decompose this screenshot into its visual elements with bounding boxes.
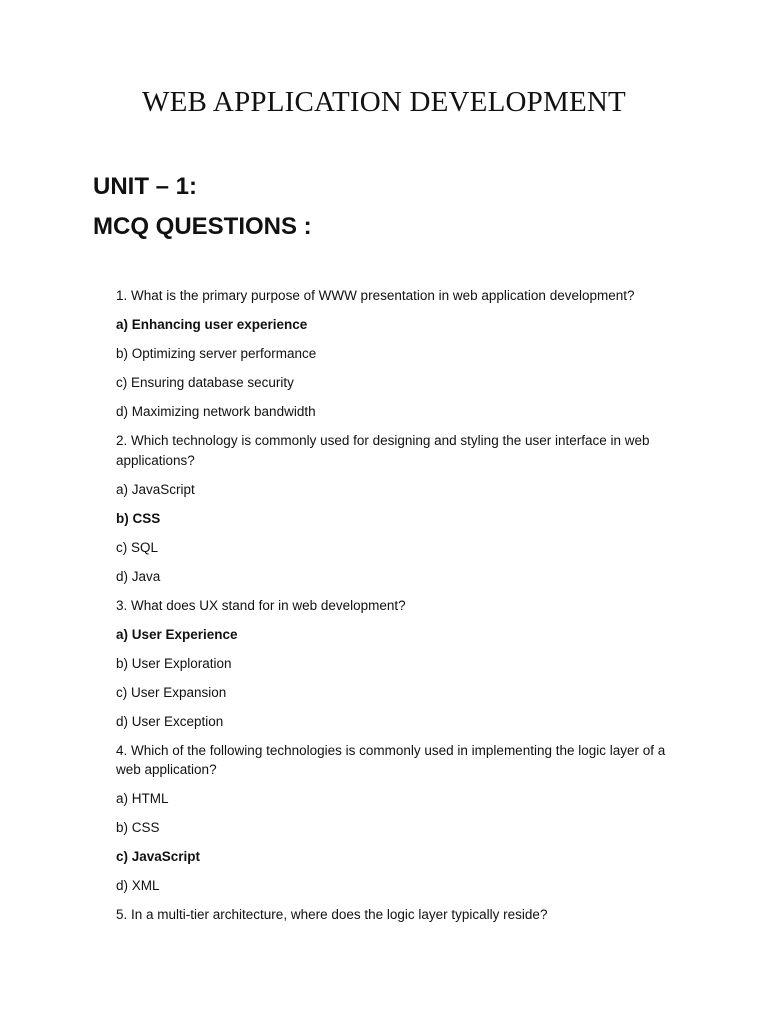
answer-option: d) User Exception [116, 713, 224, 729]
answer-option: c) SQL [116, 539, 159, 555]
unit-heading: UNIT – 1: [93, 173, 198, 200]
answer-option: c) Ensuring database security [116, 375, 294, 390]
answer-option: a) HTML [116, 791, 169, 806]
answer-option-correct: b) CSS [116, 510, 161, 526]
answer-option-correct: a) User Experience [116, 626, 238, 642]
question-text: 2. Which technology is commonly used for designing and styling the user interface in web applications? [116, 433, 650, 468]
question-text: 3. What does UX stand for in web development? [116, 597, 406, 613]
answer-option-correct: a) Enhancing user experience [116, 317, 308, 332]
question-list [116, 286, 676, 934]
question-item [116, 905, 676, 925]
answer-option: a) JavaScript [116, 481, 195, 497]
answer-option: d) XML [116, 878, 160, 893]
question-item [116, 741, 676, 896]
question-item [116, 596, 676, 732]
answer-option: b) Optimizing server performance [116, 346, 317, 361]
answer-option: c) User Expansion [116, 684, 227, 700]
section-heading: MCQ QUESTIONS : [93, 213, 312, 240]
question-item [116, 431, 676, 586]
answer-option: b) User Exploration [116, 655, 232, 671]
answer-option: d) Java [116, 568, 161, 584]
question-item [116, 286, 676, 422]
answer-option: b) CSS [116, 820, 160, 835]
answer-option-correct: c) JavaScript [116, 849, 201, 864]
question-text: 5. In a multi-tier architecture, where does the logic layer typically reside? [116, 907, 548, 922]
document-title: WEB APPLICATION DEVELOPMENT [142, 86, 626, 118]
question-text: 4. Which of the following technologies is commonly used in implementing the logic layer of a web application? [116, 742, 666, 777]
answer-option: d) Maximizing network bandwidth [116, 404, 316, 419]
question-text: 1. What is the primary purpose of WWW presentation in web application development? [116, 288, 635, 303]
